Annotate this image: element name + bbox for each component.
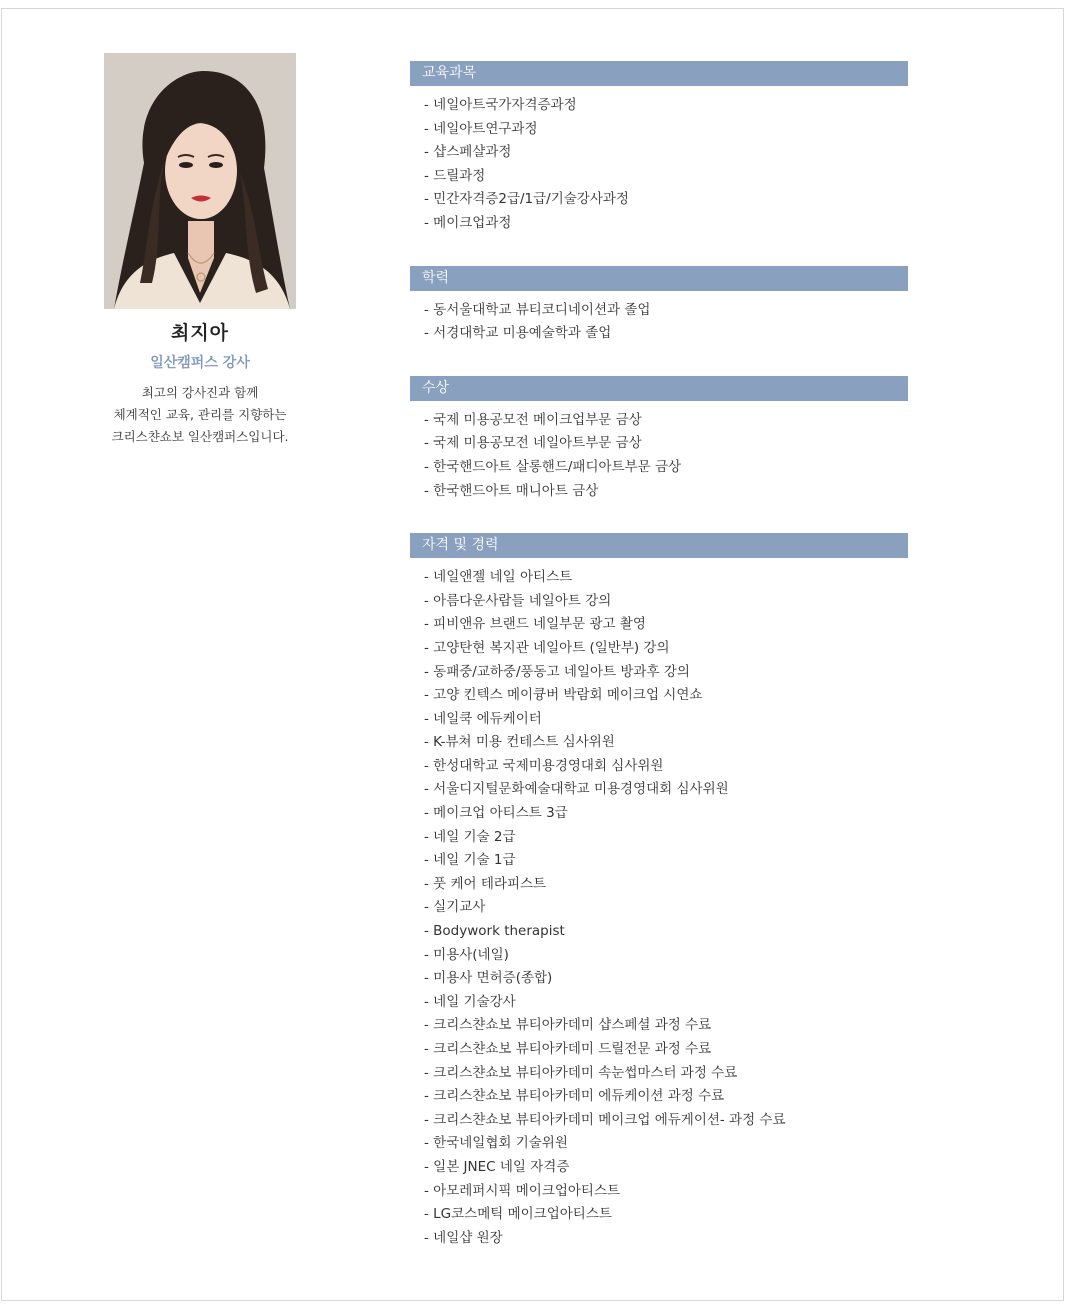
education-list [410,94,908,236]
list-item: - 크리스챤쇼보 뷰티아카데미 드릴전문 과정 수료 [424,1041,712,1057]
list-item: - 네일 기술 2급 [424,828,516,845]
list-item: - 샵스페샬과정 [424,144,512,161]
list-item: - 미용사 면허증(종합) [424,970,553,987]
list-item: - 국제 미용공모전 네일아트부문 금상 [424,435,642,452]
school-list [410,299,908,346]
list-item: - 동패중/교하중/풍동고 네일아트 방과후 강의 [424,663,690,680]
instructor-intro [100,382,300,448]
list-item: - 아름다운사람들 네일아트 강의 [424,592,612,609]
section-career [410,533,908,1250]
list-item: - 한국네일협회 기술위원 [424,1135,568,1152]
list-item: - 드릴과정 [424,167,486,184]
section-education [410,61,908,236]
list-item: - 네일쿡 에듀케이터 [424,710,542,727]
list-item: - 네일앤젤 네일 아티스트 [424,569,573,586]
instructor-name: 최지아 [170,322,230,344]
section-title: 자격 및 경력 [410,533,908,558]
list-item: - K-뷰쳐 미용 컨테스트 심사위원 [424,734,615,751]
list-item: - 네일 기술 1급 [424,852,516,869]
list-item: - 네일아트연구과정 [424,120,538,137]
list-item: - 메이크업과정 [424,214,512,231]
list-item: - 메이크업 아티스트 3급 [424,805,568,822]
list-item: - 고양 킨텍스 메이큥버 박람회 메이크업 시연쇼 [424,687,703,704]
details-column [410,61,908,1250]
list-item: - 크리스챤쇼보 뷰티아카데미 속눈썹마스터 과정 수료 [424,1064,738,1081]
intro-line: 체계적인 교육, 관리를 지향하는 [113,407,287,422]
list-item: - 풋 케어 테라피스트 [424,875,547,892]
list-item: - 네일 기술강사 [424,993,516,1010]
list-item: - 한성대학교 국제미용경영대회 심사위원 [424,757,664,774]
intro-line: 최고의 강사진과 함께 [141,385,259,400]
list-item: - LG코스메틱 메이크업아티스트 [424,1206,612,1223]
list-item: - 크리스챤쇼보 뷰티아카데미 샵스페셜 과정 수료 [424,1017,712,1034]
section-title: 수상 [410,376,908,401]
profile-column [100,53,300,448]
awards-list [410,409,908,503]
list-item: - 서울디지털문화예술대학교 미용경영대회 심사위원 [424,781,729,798]
list-item: - 네일샵 원장 [424,1229,503,1246]
list-item: - 피비앤유 브랜드 네일부문 광고 촬영 [424,616,646,633]
list-item: - 아모레퍼시픽 메이크업아티스트 [424,1182,621,1199]
intro-line: 크리스챤쇼보 일산캠퍼스입니다. [111,429,289,444]
section-title: 교육과목 [410,61,908,86]
list-item: - 실기교사 [424,899,486,916]
list-item: - Bodywork therapist [424,923,565,940]
portrait-illustration [104,53,296,309]
list-item: - 한국핸드아트 살롱핸드/패디아트부문 금상 [424,458,682,475]
list-item: - 일본 JNEC 네일 자격증 [424,1158,570,1175]
section-title: 학력 [410,266,908,291]
list-item: - 국제 미용공모전 메이크업부문 금상 [424,411,642,428]
profile-photo [104,53,296,309]
list-item: - 크리스챤쇼보 뷰티아카데미 에듀케이션 과정 수료 [424,1088,725,1105]
instructor-role: 일산캠퍼스 강사 [150,355,250,371]
list-item: - 한국핸드아트 매니아트 금상 [424,482,599,499]
list-item: - 동서울대학교 뷰티코디네이션과 졸업 [424,301,651,318]
list-item: - 크리스챤쇼보 뷰티아카데미 메이크업 에듀게이션- 과정 수료 [424,1111,786,1128]
career-list [410,566,908,1250]
list-item: - 미용사(네일) [424,946,509,963]
list-item: - 민간자격증2급/1급/기술강사과정 [424,191,629,208]
list-item: - 고양탄현 복지관 네일아트 (일반부) 강의 [424,639,670,656]
section-school [410,266,908,346]
list-item: - 네일아트국가자격증과정 [424,97,577,113]
list-item: - 서경대학교 미용예술학과 졸업 [424,325,612,342]
section-awards [410,376,908,503]
